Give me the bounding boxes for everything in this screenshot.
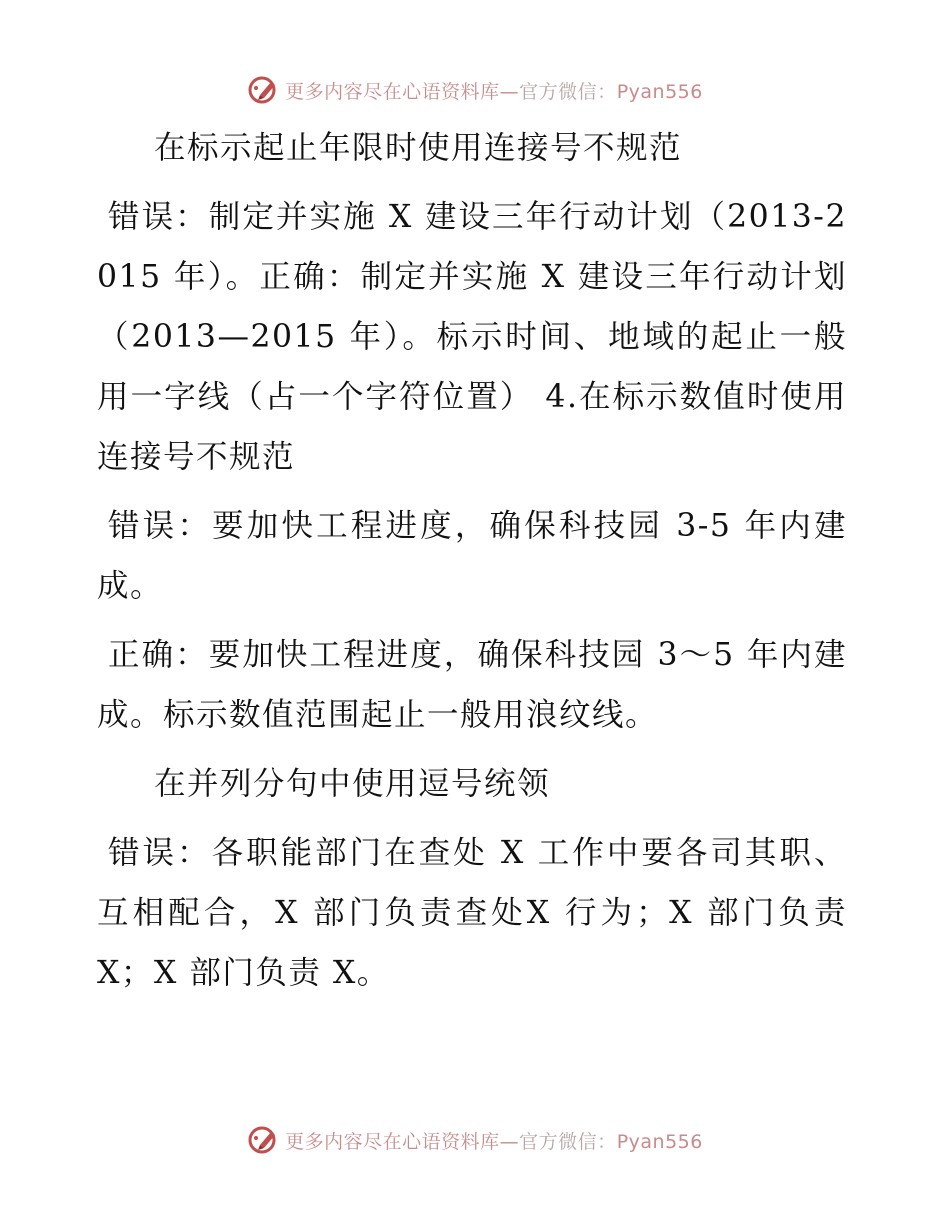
pen-nib-logo-icon — [247, 1123, 281, 1157]
paragraph-numeric-range-correct: 正确：要加快工程进度，确保科技园 3～5 年内建成。标示数值范围起止一般用浪纹线。 — [97, 637, 847, 733]
banner-wechat-id: Pyan556 — [616, 80, 703, 103]
banner-main-text: 更多内容尽在心语资料库 — [285, 80, 500, 103]
banner-sub-text: 官方微信： — [519, 80, 617, 103]
header-banner — [0, 70, 950, 110]
section-heading-comma-usage: 在并列分句中使用逗号统领 — [154, 766, 551, 802]
paragraph-year-range-example: 错误：制定并实施 X 建设三年行动计划（2013-2015 年）。正确：制定并实施 X 建设三年行动计划（2013—2015 年）。标示时间、地域的起止一般用一字线（占一个字符位置） 4.在标示数值时使用连接号不规范 — [97, 199, 847, 475]
banner-separator: — — [499, 1130, 520, 1153]
document-body — [97, 118, 847, 1012]
paragraph-numeric-range-error: 错误：要加快工程进度，确保科技园 3-5 年内建成。 — [97, 508, 847, 604]
paragraph-comma-usage-error: 错误：各职能部门在查处 X 工作中要各司其职、互相配合，X 部门负责查处X 行为；X 部门负责 X；X 部门负责 X。 — [97, 835, 847, 991]
banner-separator: — — [499, 80, 520, 103]
banner-text — [285, 77, 703, 104]
banner-wechat-id: Pyan556 — [616, 1130, 703, 1153]
footer-banner — [0, 1120, 950, 1160]
banner-sub-text: 官方微信： — [519, 1130, 617, 1153]
banner-text — [285, 1127, 703, 1154]
section-heading-year-range: 在标示起止年限时使用连接号不规范 — [154, 130, 683, 166]
pen-nib-logo-icon — [247, 73, 281, 107]
banner-main-text: 更多内容尽在心语资料库 — [285, 1130, 500, 1153]
